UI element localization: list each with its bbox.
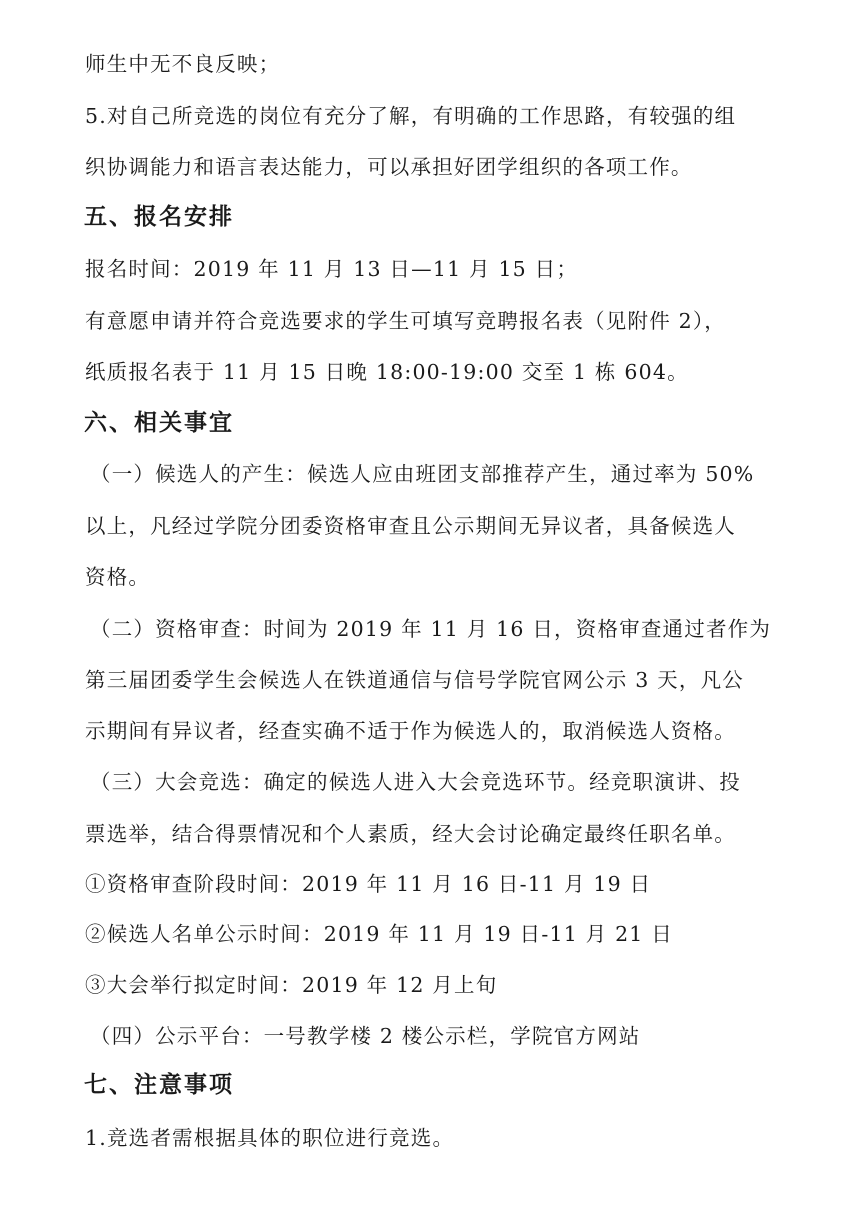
paragraph-line: 票选举，结合得票情况和个人素质，经大会讨论确定最终任职名单。 (85, 822, 736, 846)
paragraph-line: （一）候选人的产生：候选人应由班团支部推荐产生，通过率为 50% (90, 462, 755, 486)
paragraph-line: 师生中无不良反映； (85, 52, 281, 76)
paragraph-line: 有意愿申请并符合竞选要求的学生可填写竞聘报名表（见附件 2）， (85, 309, 727, 333)
list-item: ③大会举行拟定时间：2019 年 12 月上旬 (85, 973, 498, 997)
paragraph-line: 5.对自己所竞选的岗位有充分了解，有明确的工作思路，有较强的组 (85, 104, 737, 128)
section-heading-6: 六、相关事宜 (84, 410, 234, 436)
paragraph-line: （二）资格审查：时间为 2019 年 11 月 16 日，资格审查通过者作为 (90, 617, 772, 641)
paragraph-line: 资格。 (85, 565, 151, 589)
section-heading-5: 五、报名安排 (84, 204, 234, 230)
paragraph-line: 以上，凡经过学院分团委资格审查且公示期间无异议者，具备候选人 (85, 514, 736, 538)
paragraph-line: 织协调能力和语言表达能力，可以承担好团学组织的各项工作。 (85, 155, 693, 179)
paragraph-line: 示期间有异议者，经查实确不适于作为候选人的，取消候选人资格。 (85, 719, 736, 743)
paragraph-line: 1.竞选者需根据具体的职位进行竞选。 (85, 1126, 455, 1150)
paragraph-line: （三）大会竞选：确定的候选人进入大会竞选环节。经竞职演讲、投 (90, 770, 741, 794)
paragraph-line: 第三届团委学生会候选人在铁道通信与信号学院官网公示 3 天，凡公 (85, 668, 744, 692)
paragraph-line: （四）公示平台：一号教学楼 2 楼公示栏，学院官方网站 (90, 1024, 641, 1048)
list-item: ①资格审查阶段时间：2019 年 11 月 16 日-11 月 19 日 (85, 872, 652, 896)
list-item: ②候选人名单公示时间：2019 年 11 月 19 日-11 月 21 日 (85, 922, 673, 946)
section-heading-7: 七、注意事项 (84, 1072, 234, 1098)
paragraph-line: 纸质报名表于 11 月 15 日晚 18:00-19:00 交至 1 栋 604。 (85, 360, 689, 384)
paragraph-line: 报名时间：2019 年 11 月 13 日—11 月 15 日； (85, 257, 579, 281)
